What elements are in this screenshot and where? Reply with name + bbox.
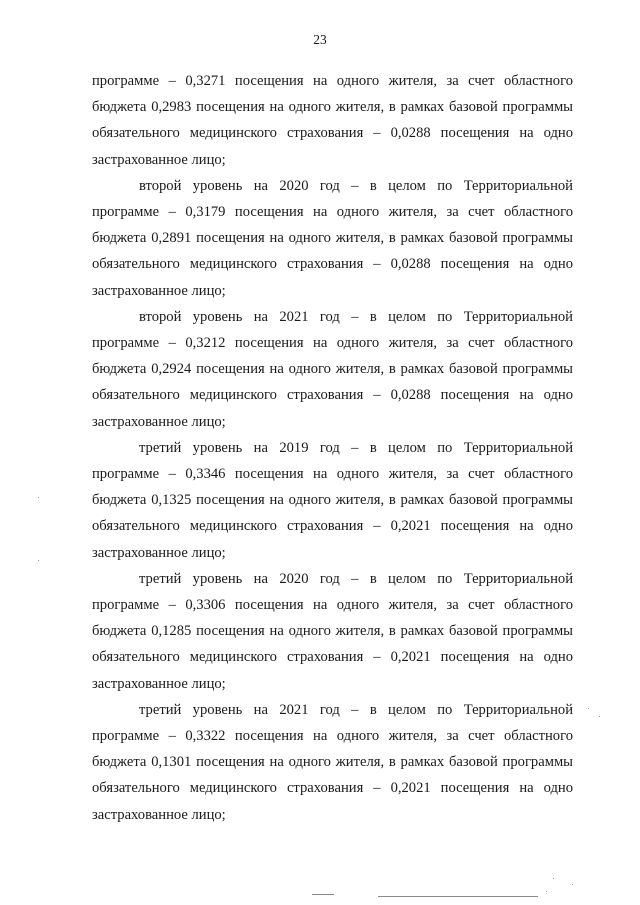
scan-dot	[588, 708, 589, 709]
paragraph-continuation: программе – 0,3271 посещения на одного жителя, за счет областного бюджета 0,2983 посещения на одного жителя, в рамках базовой программы обязательного медицинского страхования – 0,0288 посещения на одно застрахованное лицо;	[92, 73, 573, 168]
scan-line-bottom-left	[312, 894, 334, 895]
paragraph-level3-2021: третий уровень на 2021 год – в целом по Территориальной программе – 0,3322 посещения на одного жителя, за счет областного бюджета 0,1301 посещения на одного жителя, в рамках базовой программы обязательного медицинского страхования – 0,2021 посещения на одно застрахованное лицо;	[92, 701, 573, 823]
scan-dot	[38, 497, 39, 498]
scan-line-bottom-right	[378, 896, 538, 897]
scan-dot	[38, 560, 39, 561]
page-number: 23	[313, 32, 327, 47]
paragraph-level3-2019: третий уровень на 2019 год – в целом по Территориальной программе – 0,3346 посещения на одного жителя, за счет областного бюджета 0,1325 посещения на одного жителя, в рамках базовой программы обязательного медицинского страхования – 0,2021 посещения на одно застрахованное лицо;	[92, 439, 573, 561]
document-body	[92, 68, 573, 828]
scan-dot	[546, 891, 547, 892]
scan-dot	[553, 878, 554, 879]
scan-dot	[572, 884, 573, 885]
paragraph-level2-2020: второй уровень на 2020 год – в целом по Территориальной программе – 0,3179 посещения на одного жителя, за счет областного бюджета 0,2891 посещения на одного жителя, в рамках базовой программы обязательного медицинского страхования – 0,0288 посещения на одно застрахованное лицо;	[92, 177, 573, 299]
paragraph-level3-2020: третий уровень на 2020 год – в целом по Территориальной программе – 0,3306 посещения на одного жителя, за счет областного бюджета 0,1285 посещения на одного жителя, в рамках базовой программы обязательного медицинского страхования – 0,2021 посещения на одно застрахованное лицо;	[92, 570, 573, 692]
scan-dot	[599, 716, 600, 717]
paragraph-level2-2021: второй уровень на 2021 год – в целом по Территориальной программе – 0,3212 посещения на одного жителя, за счет областного бюджета 0,2924 посещения на одного жителя, в рамках базовой программы обязательного медицинского страхования – 0,0288 посещения на одно застрахованное лицо;	[92, 308, 573, 430]
